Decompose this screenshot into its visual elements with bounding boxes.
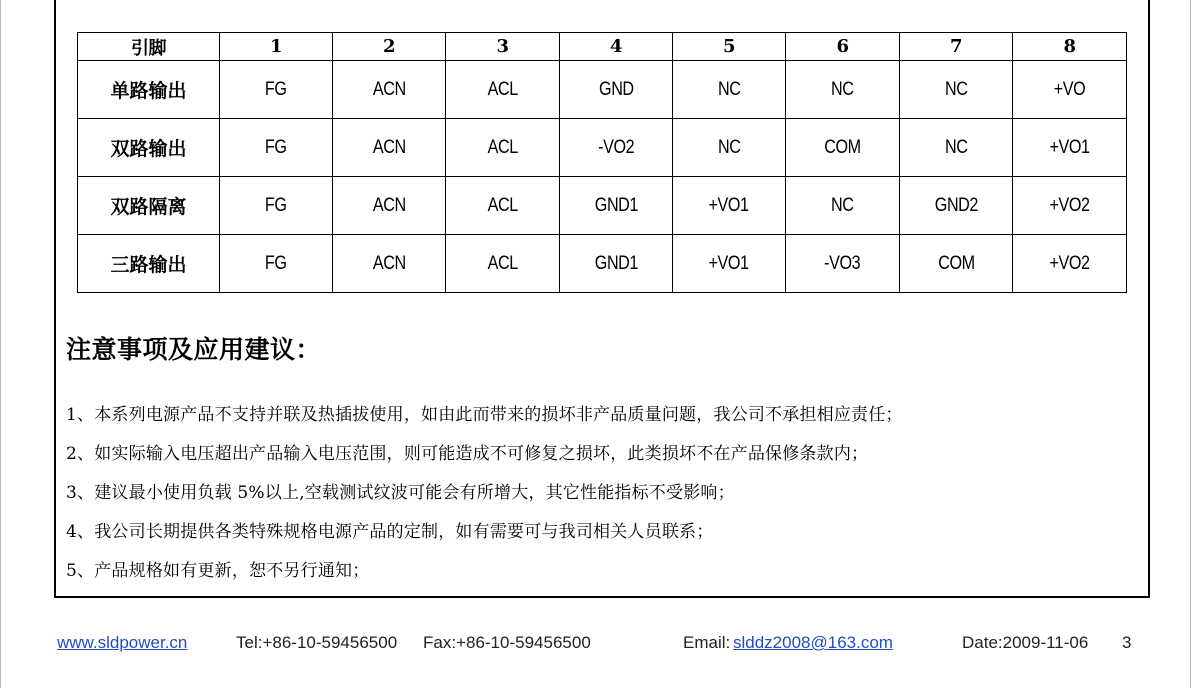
header-cell: 3	[446, 33, 560, 61]
table-row	[78, 119, 1127, 177]
row-label: 三路输出	[78, 235, 220, 293]
table-cell: +VO	[1013, 61, 1127, 119]
row-label: 单路输出	[78, 61, 220, 119]
row-label: 双路输出	[78, 119, 220, 177]
table-cell: +VO1	[673, 235, 786, 293]
header-cell: 5	[673, 33, 786, 61]
table-row	[78, 61, 1127, 119]
table-cell: GND	[560, 61, 673, 119]
pin-definition-table	[77, 32, 1127, 293]
table-cell: ACL	[446, 61, 560, 119]
table-cell: FG	[220, 177, 333, 235]
table-header-row	[78, 33, 1127, 61]
table-cell: COM	[786, 119, 900, 177]
footer-email-label: Email:	[683, 633, 731, 652]
table-cell: NC	[673, 119, 786, 177]
table-cell: FG	[220, 61, 333, 119]
table-cell: ACL	[446, 235, 560, 293]
table-cell: NC	[786, 177, 900, 235]
note-item: 2、如实际输入电压超出产品输入电压范围，则可能造成不可修复之损坏，此类损坏不在产品保修条款内；	[66, 444, 869, 464]
header-cell: 6	[786, 33, 900, 61]
table-cell: FG	[220, 119, 333, 177]
table-cell: +VO1	[673, 177, 786, 235]
table-cell: ACN	[333, 61, 446, 119]
page-edge-left	[0, 0, 1, 688]
footer-date: Date:2009-11-06	[962, 633, 1089, 652]
email-link[interactable]: slddz2008@163.com	[733, 633, 893, 652]
header-cell: 2	[333, 33, 446, 61]
table-row	[78, 177, 1127, 235]
header-cell: 7	[900, 33, 1013, 61]
table-cell: NC	[900, 119, 1013, 177]
page-footer	[0, 633, 1191, 655]
table-cell: +VO2	[1013, 235, 1127, 293]
note-item: 1、本系列电源产品不支持并联及热插拔使用，如由此而带来的损坏非产品质量问题，我公司不承担相应责任；	[66, 405, 903, 425]
table-cell: ACL	[446, 119, 560, 177]
table-cell: NC	[673, 61, 786, 119]
table-row	[78, 235, 1127, 293]
note-item: 5、产品规格如有更新，恕不另行通知；	[66, 561, 370, 581]
table-cell: -VO3	[786, 235, 900, 293]
notes-heading: 注意事项及应用建议：	[66, 335, 322, 364]
footer-fax: Fax:+86-10-59456500	[423, 633, 591, 652]
table-cell: -VO2	[560, 119, 673, 177]
table-cell: +VO2	[1013, 177, 1127, 235]
note-item: 3、建议最小使用负载 5%以上,空载测试纹波可能会有所增大，其它性能指标不受影响；	[66, 483, 735, 503]
table-cell: +VO1	[1013, 119, 1127, 177]
header-cell: 1	[220, 33, 333, 61]
table-cell: ACL	[446, 177, 560, 235]
note-item: 4、我公司长期提供各类特殊规格电源产品的定制，如有需要可与我司相关人员联系；	[66, 522, 714, 542]
page-number: 3	[1122, 633, 1132, 652]
notes-list	[66, 400, 903, 595]
table-cell: NC	[900, 61, 1013, 119]
table-cell: COM	[900, 235, 1013, 293]
footer-tel: Tel:+86-10-59456500	[236, 633, 398, 652]
row-label: 双路隔离	[78, 177, 220, 235]
table-cell: GND1	[560, 235, 673, 293]
table-cell: GND1	[560, 177, 673, 235]
header-cell: 引脚	[78, 33, 220, 61]
header-cell: 4	[560, 33, 673, 61]
header-cell: 8	[1013, 33, 1127, 61]
table-cell: NC	[786, 61, 900, 119]
table-cell: FG	[220, 235, 333, 293]
table-cell: ACN	[333, 119, 446, 177]
table-cell: ACN	[333, 177, 446, 235]
website-link[interactable]: www.sldpower.cn	[57, 633, 188, 652]
table-cell: ACN	[333, 235, 446, 293]
table-cell: GND2	[900, 177, 1013, 235]
